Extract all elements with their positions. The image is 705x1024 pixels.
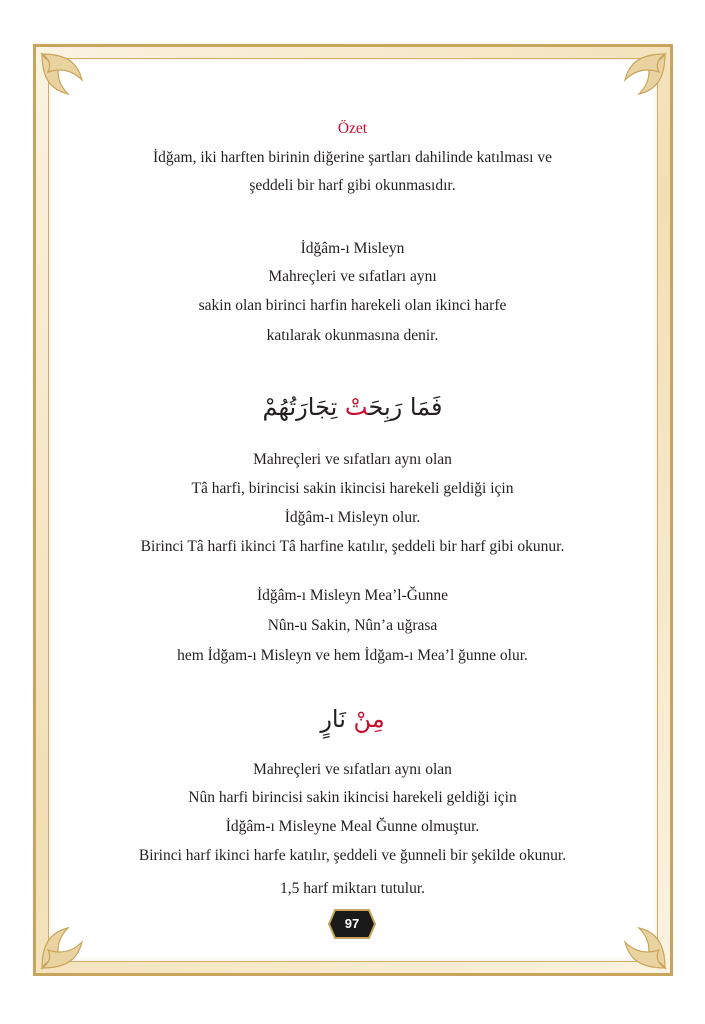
corner-ornament-icon: [38, 50, 98, 110]
example1-line: Birinci Tâ harfi ikinci Tâ harfine katılır, şeddeli bir harf gibi okunur.: [140, 538, 565, 555]
summary-heading: Özet: [337, 120, 368, 137]
corner-ornament-icon: [609, 50, 669, 110]
example2-line: Birinci harf ikinci harfe katılır, şeddeli ve ğunneli bir şekilde okunur.: [138, 847, 567, 864]
summary-line: şeddeli bir harf gibi okunmasıdır.: [249, 177, 456, 194]
arabic-highlight: مِنْ: [353, 705, 385, 733]
corner-ornament-icon: [38, 912, 98, 972]
misleyn-line: Mahreçleri ve sıfatları aynı: [268, 268, 437, 285]
summary-line: İdğam, iki harften birinin diğerine şartları dahilinde katılması ve: [152, 149, 552, 166]
misleyn-line: sakin olan birinci harfin harekeli olan ikinci harfe: [198, 297, 507, 314]
misleyn-line: katılarak okunmasına denir.: [266, 327, 439, 344]
misleyn-heading: İdğâm-ı Misleyn: [300, 240, 405, 257]
arabic-text: تِجَارَتُهُمْ: [262, 393, 345, 421]
example1-line: Tâ harfi, birincisi sakin ikincisi harekeli geldiği için: [191, 480, 514, 497]
example2-line: Mahreçleri ve sıfatları aynı olan: [253, 761, 452, 778]
arabic-example-1: [60, 393, 645, 421]
example2-line: İdğâm-ı Misleyne Meal Ğunne olmuştur.: [225, 818, 480, 835]
meal-gunne-line: Nûn-u Sakin, Nûn’a uğrasa: [267, 617, 438, 634]
meal-gunne-heading: İdğâm-ı Misleyn Mea’l-Ğunne: [256, 587, 449, 604]
meal-gunne-line: hem İdğam-ı Misleyn ve hem İdğam-ı Mea’l ğunne olur.: [177, 647, 528, 664]
arabic-text: فَمَا رَبِحَ: [368, 393, 443, 421]
arabic-highlight: تْ: [344, 393, 369, 421]
example2-line: 1,5 harf miktarı tutulur.: [279, 880, 426, 897]
corner-ornament-icon: [609, 912, 669, 972]
arabic-example-2: [60, 705, 645, 733]
example1-line: İdğâm-ı Misleyn olur.: [284, 509, 421, 526]
arabic-text: نَارٍ: [320, 705, 354, 733]
example2-line: Nûn harfi birincisi sakin ikincisi harekeli geldiği için: [188, 789, 517, 806]
page-number: 97: [344, 916, 360, 931]
example1-line: Mahreçleri ve sıfatları aynı olan: [253, 451, 452, 468]
